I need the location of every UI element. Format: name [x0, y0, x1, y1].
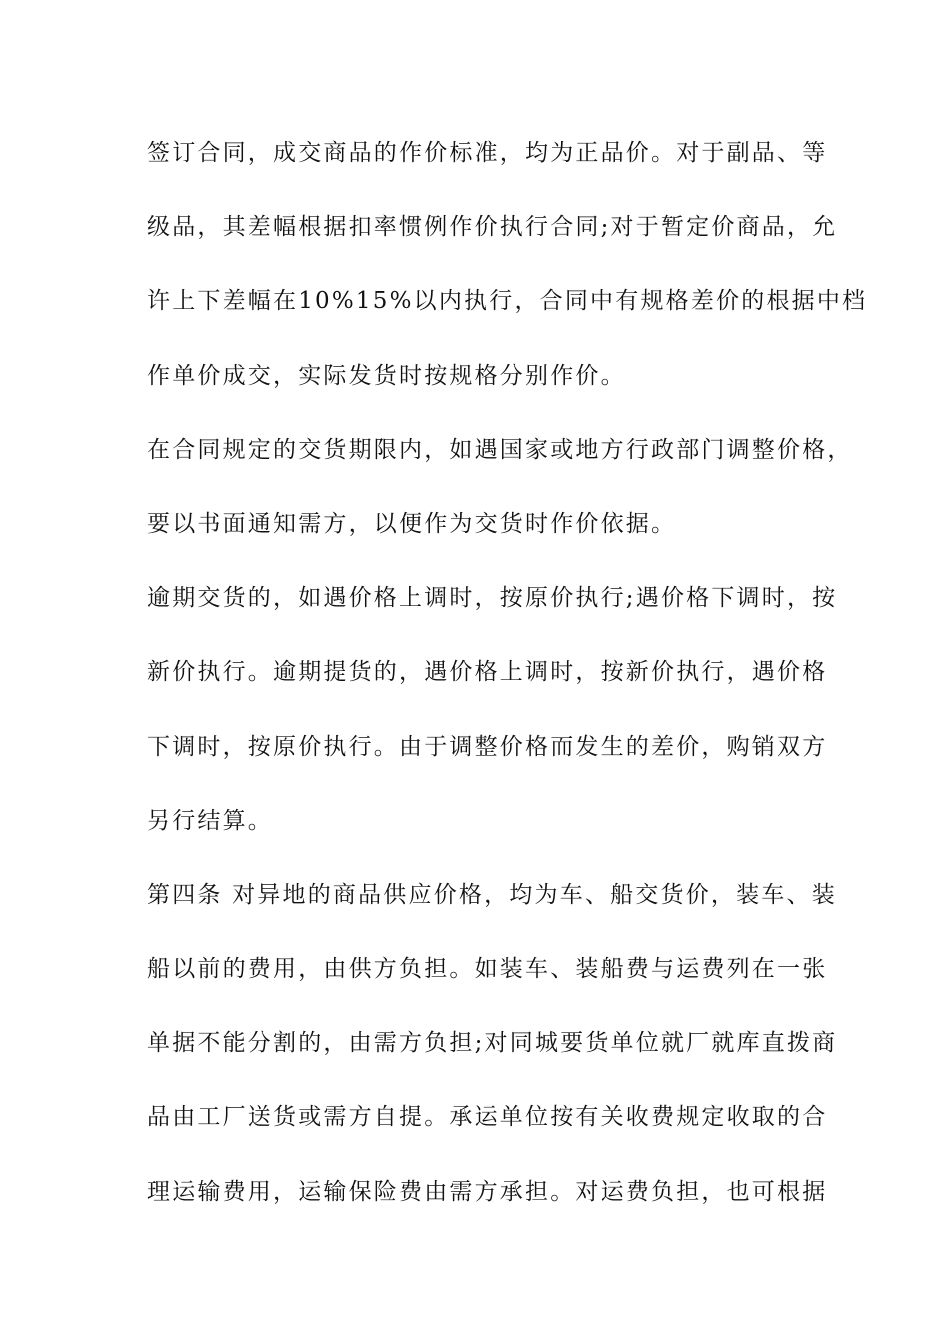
text-line-6: 要以书面通知需方，以便作为交货时作价依据。: [147, 510, 677, 537]
text-line-15: 理运输费用，运输保险费由需方承担。对运费负担，也可根据: [147, 1178, 828, 1205]
text-line-2: 级品，其差幅根据扣率惯例作价执行合同;对于暂定价商品，允: [147, 214, 838, 241]
text-line-13: 单据不能分割的，由需方负担;对同城要货单位就厂就库直拨商: [147, 1030, 838, 1057]
text-line-9: 下调时，按原价执行。由于调整价格而发生的差价，购销双方: [147, 733, 828, 760]
text-line-10: 另行结算。: [147, 807, 273, 834]
text-line-1: 签订合同，成交商品的作价标准，均为正品价。对于副品、等: [147, 140, 828, 166]
text-line-12: 船以前的费用，由供方负担。如装车、装船费与运费列在一张: [147, 956, 828, 983]
text-line-8: 新价执行。逾期提货的，遇价格上调时，按新价执行，遇价格: [147, 659, 828, 686]
text-line-5: 在合同规定的交货期限内，如遇国家或地方行政部门调整价格，: [147, 436, 853, 463]
text-line-14: 品由工厂送货或需方自提。承运单位按有关收费规定收取的合: [147, 1104, 828, 1131]
text-line-11: 第四条 对异地的商品供应价格，均为车、船交货价，装车、装: [147, 881, 837, 908]
text-line-4: 作单价成交，实际发货时按规格分别作价。: [147, 362, 626, 389]
body-text: [147, 134, 868, 1247]
text-line-3: 许上下差幅在10%15%以内执行，合同中有规格差价的根据中档: [147, 288, 868, 315]
text-line-7: 逾期交货的，如遇价格上调时，按原价执行;遇价格下调时，按: [147, 585, 838, 612]
